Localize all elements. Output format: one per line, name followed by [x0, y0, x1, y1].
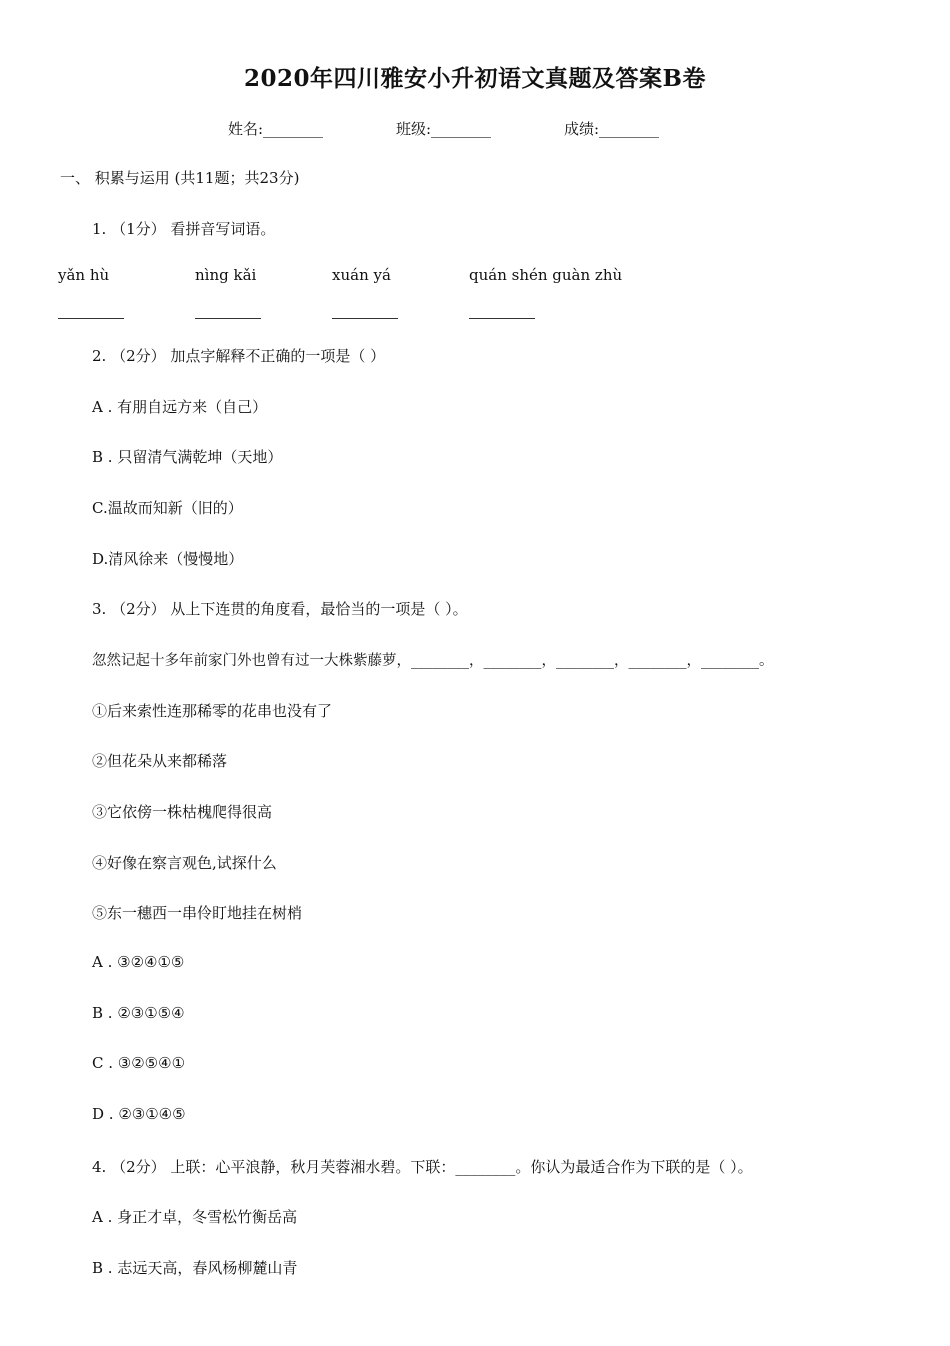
question-3-option-a[interactable]: A . ③②④①⑤	[92, 953, 185, 971]
sentence-5: ⑤东一穗西一串伶盯地挂在树梢	[92, 904, 303, 922]
sentence-3: ③它依傍一株枯槐爬得很高	[92, 803, 273, 821]
sentence-2: ②但花朵从来都稀落	[92, 752, 228, 770]
question-4-option-a[interactable]: A . 身正才卓，冬雪松竹衡岳高	[92, 1208, 298, 1226]
question-2-stem: 2. （2分） 加点字解释不正确的一项是（ ）	[92, 347, 386, 365]
question-4-stem: 4. （2分） 上联：心平浪静，秋月芙蓉湘水碧。下联：________。你认为最适合作为下联的是（ ）。	[92, 1158, 753, 1176]
answer-blank-1[interactable]	[58, 318, 124, 319]
answer-blank-2[interactable]	[195, 318, 261, 319]
page-title: 2020年四川雅安小升初语文真题及答案B卷	[244, 65, 706, 92]
answer-blank-3[interactable]	[332, 318, 398, 319]
question-3-option-b[interactable]: B . ②③①⑤④	[92, 1004, 185, 1022]
question-1-stem: 1. （1分） 看拼音写词语。	[92, 220, 276, 238]
sentence-1: ①后来索性连那稀零的花串也没有了	[92, 702, 333, 720]
pinyin-2: nìng kǎi	[195, 266, 257, 284]
sentence-4: ④好像在察言观色,试探什么	[92, 854, 277, 872]
section-heading: 一、 积累与运用 (共11题；共23分)	[60, 169, 300, 187]
class-field[interactable]: 班级:________	[396, 120, 492, 138]
question-3-option-c[interactable]: C . ③②⑤④①	[92, 1054, 186, 1072]
name-field[interactable]: 姓名:________	[228, 120, 324, 138]
question-3-stem: 3. （2分） 从上下连贯的角度看，最恰当的一项是（ ）。	[92, 600, 468, 618]
question-2-option-b[interactable]: B . 只留清气满乾坤（天地）	[92, 448, 283, 466]
question-2-option-d[interactable]: D.清风徐来（慢慢地）	[92, 550, 244, 568]
question-3-passage: 忽然记起十多年前家门外也曾有过一大株紫藤萝，________，________，________，________，________。	[92, 653, 774, 669]
question-3-option-d[interactable]: D . ②③①④⑤	[92, 1105, 186, 1123]
pinyin-1: yǎn hù	[58, 266, 110, 284]
pinyin-3: xuán yá	[332, 266, 391, 284]
question-2-option-c[interactable]: C.温故而知新（旧的）	[92, 499, 243, 517]
question-2-option-a[interactable]: A . 有朋自远方来（自己）	[92, 398, 268, 416]
score-field[interactable]: 成绩:________	[564, 120, 660, 138]
answer-blank-4[interactable]	[469, 318, 535, 319]
question-4-option-b[interactable]: B . 志远天高，春风杨柳麓山青	[92, 1259, 298, 1277]
pinyin-4: quán shén guàn zhù	[469, 266, 623, 284]
